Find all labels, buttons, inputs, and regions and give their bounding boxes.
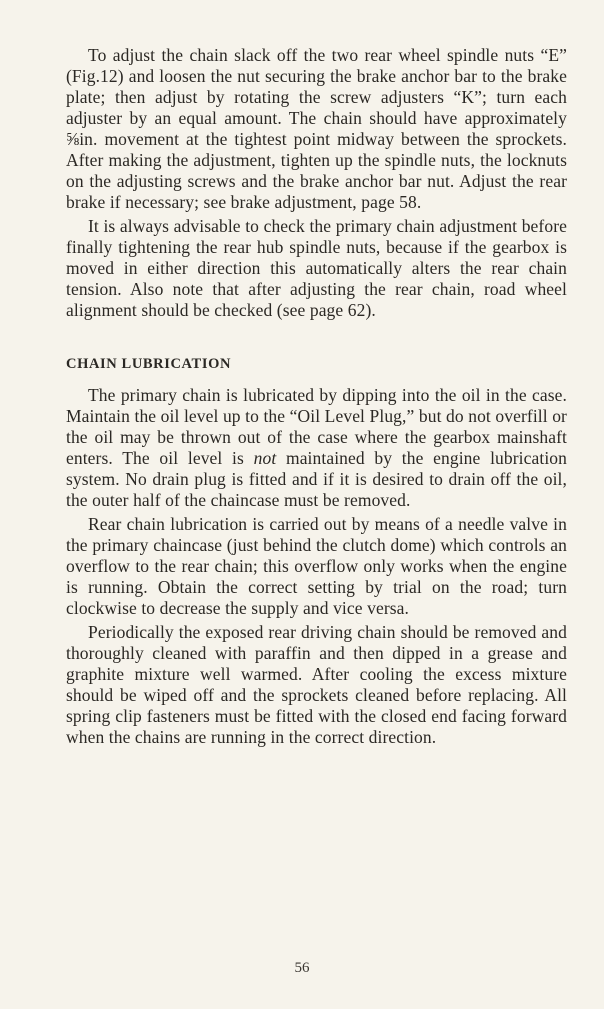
text-column xyxy=(66,45,567,748)
chain-cleaning-paragraph: Periodically the exposed rear driving chain should be removed and thoroughly cleaned with paraffin and then dipped in a grease and graphite mixture well warmed. After cooling the excess mixture should be wiped off and the sprockets cleaned before replacing. All spring clip fasteners must be fitted with the closed end facing forward when the chains are running in the correct direction. xyxy=(66,622,567,747)
paragraph-text: The primary chain is lubricated by dipping into the oil in the case. Maintain the oil level up to the “Oil Level Plug,” but do not overfill or the oil may be thrown out of the case where the gearbox mainshaft enters. The oil level is xyxy=(66,385,567,468)
page-number: 56 xyxy=(294,960,310,976)
chain-adjustment-paragraph: To adjust the chain slack off the two rear wheel spindle nuts “E” (Fig.12) and loosen the nut securing the brake anchor bar to the brake plate; then adjust by rotating the screw adjusters “K”; turn each adjuster by an equal amount. The chain should have approximately ⅝in. movement at the tightest point midway between the sprockets. After making the adjustment, tighten up the spindle nuts, the locknuts on the adjusting screws and the brake anchor bar nut. Adjust the rear brake if necessary; see brake adjustment, page 58. xyxy=(66,45,567,212)
primary-chain-check-paragraph: It is always advisable to check the primary chain adjustment before finally tightening the rear hub spindle nuts, because if the gearbox is moved in either direction this automatically alters the rear chain tension. Also note that after adjusting the rear chain, road wheel alignment should be checked (see page 62). xyxy=(66,216,567,320)
rear-chain-lubrication-paragraph: Rear chain lubrication is carried out by means of a needle valve in the primary chaincase (just behind the clutch dome) which controls an overflow to the rear chain; this overflow only works when the engine is running. Obtain the correct setting by trial on the road; turn clockwise to decrease the supply and vice versa. xyxy=(66,514,567,618)
paragraph-text: maintained by the engine lubrication system. No drain plug is fitted and if it is desired to drain off the oil, the outer half of the chaincase must be removed. xyxy=(66,448,567,510)
emphasis-text: not xyxy=(253,448,277,468)
section-heading: CHAIN LUBRICATION xyxy=(66,356,232,372)
primary-chain-lubrication-paragraph xyxy=(66,385,567,511)
